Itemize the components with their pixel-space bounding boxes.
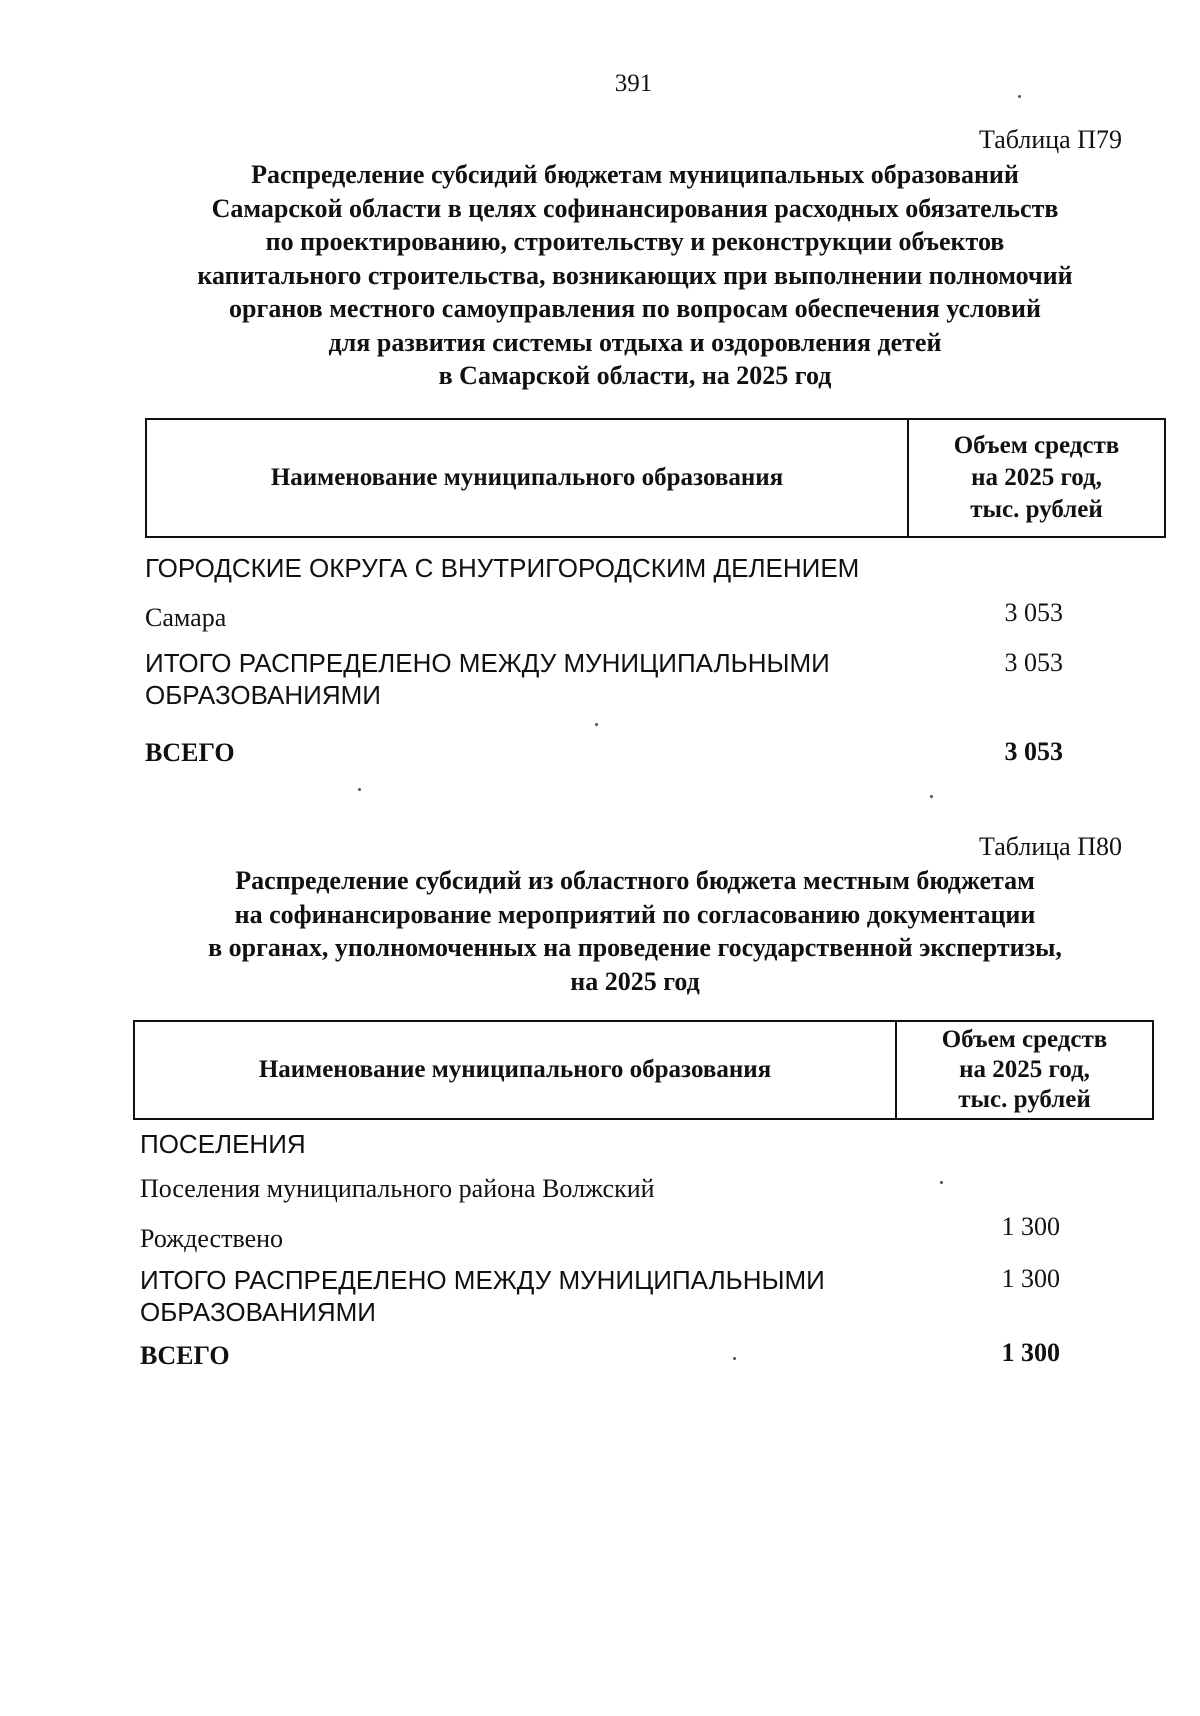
subtotal-value: 3 053	[1004, 648, 1063, 677]
table-title	[100, 864, 1170, 998]
total-value: 1 300	[1001, 1338, 1060, 1367]
scan-speck	[733, 1357, 736, 1360]
row-value: 3 053	[1004, 598, 1063, 627]
title-line: органов местного самоуправления по вопросам обеспечения условий	[229, 294, 1041, 323]
row-name: Рождествено	[140, 1224, 284, 1253]
table-label: Таблица П80	[979, 832, 1122, 861]
title-line: Самарской области в целях софинансирования расходных обязательств	[211, 193, 1059, 223]
title-line: на 2025 год	[570, 966, 700, 996]
column-header-volume-line: на 2025 год,	[971, 464, 1102, 491]
table-header	[133, 1020, 1154, 1120]
title-line: для развития системы отдыха и оздоровления детей	[328, 327, 942, 357]
row-name: Самара	[145, 603, 227, 632]
table-title	[100, 158, 1170, 393]
subtotal-label	[145, 647, 830, 711]
table-label: Таблица П79	[979, 125, 1122, 154]
title-line: по проектированию, строительству и реконструкции объектов	[265, 227, 1005, 256]
column-header-volume-line: Объем средств	[941, 1026, 1108, 1053]
subtotal-label-line: ОБРАЗОВАНИЯМИ	[140, 1297, 376, 1327]
column-header-volume-line: Объем средств	[953, 432, 1120, 459]
total-value: 3 053	[1004, 737, 1063, 766]
table-header	[145, 418, 1166, 538]
title-line: Распределение субсидий из областного бюджета местным бюджетам	[235, 866, 1035, 895]
subtotal-label	[140, 1264, 825, 1328]
scan-speck	[595, 723, 598, 726]
column-header-name: Наименование муниципального образования	[135, 1022, 897, 1118]
subsection-heading: Поселения муниципального района Волжский	[140, 1174, 655, 1203]
total-label: ВСЕГО	[140, 1341, 230, 1370]
column-header-volume	[909, 420, 1164, 536]
title-line: Распределение субсидий бюджетам муниципальных образований	[251, 160, 1019, 189]
title-line: на софинансирование мероприятий по согласованию документации	[234, 899, 1036, 929]
total-label: ВСЕГО	[145, 738, 235, 767]
page-number: 391	[614, 70, 653, 97]
subtotal-value: 1 300	[1001, 1264, 1060, 1293]
subtotal-label-line: ИТОГО РАСПРЕДЕЛЕНО МЕЖДУ МУНИЦИПАЛЬНЫМИ	[140, 1265, 825, 1295]
column-header-volume-line: на 2025 год,	[959, 1056, 1090, 1083]
title-line: в Самарской области, на 2025 год	[438, 361, 832, 390]
scan-speck	[930, 795, 933, 798]
section-heading: ПОСЕЛЕНИЯ	[140, 1129, 306, 1159]
column-header-volume	[897, 1022, 1152, 1118]
column-header-name: Наименование муниципального образования	[147, 420, 909, 536]
title-line: в органах, уполномоченных на проведение государственной экспертизы,	[208, 933, 1062, 962]
row-value: 1 300	[1001, 1212, 1060, 1241]
column-header-volume-line: тыс. рублей	[958, 1086, 1091, 1113]
section-heading: ГОРОДСКИЕ ОКРУГА С ВНУТРИГОРОДСКИМ ДЕЛЕНИЕМ	[145, 553, 860, 583]
scan-speck	[940, 1181, 943, 1184]
scan-speck	[358, 788, 361, 791]
subtotal-label-line: ОБРАЗОВАНИЯМИ	[145, 680, 381, 710]
scan-speck	[1018, 95, 1021, 98]
subtotal-label-line: ИТОГО РАСПРЕДЕЛЕНО МЕЖДУ МУНИЦИПАЛЬНЫМИ	[145, 648, 830, 678]
title-line: капитального строительства, возникающих при выполнении полномочий	[197, 260, 1073, 290]
column-header-volume-line: тыс. рублей	[970, 496, 1103, 523]
